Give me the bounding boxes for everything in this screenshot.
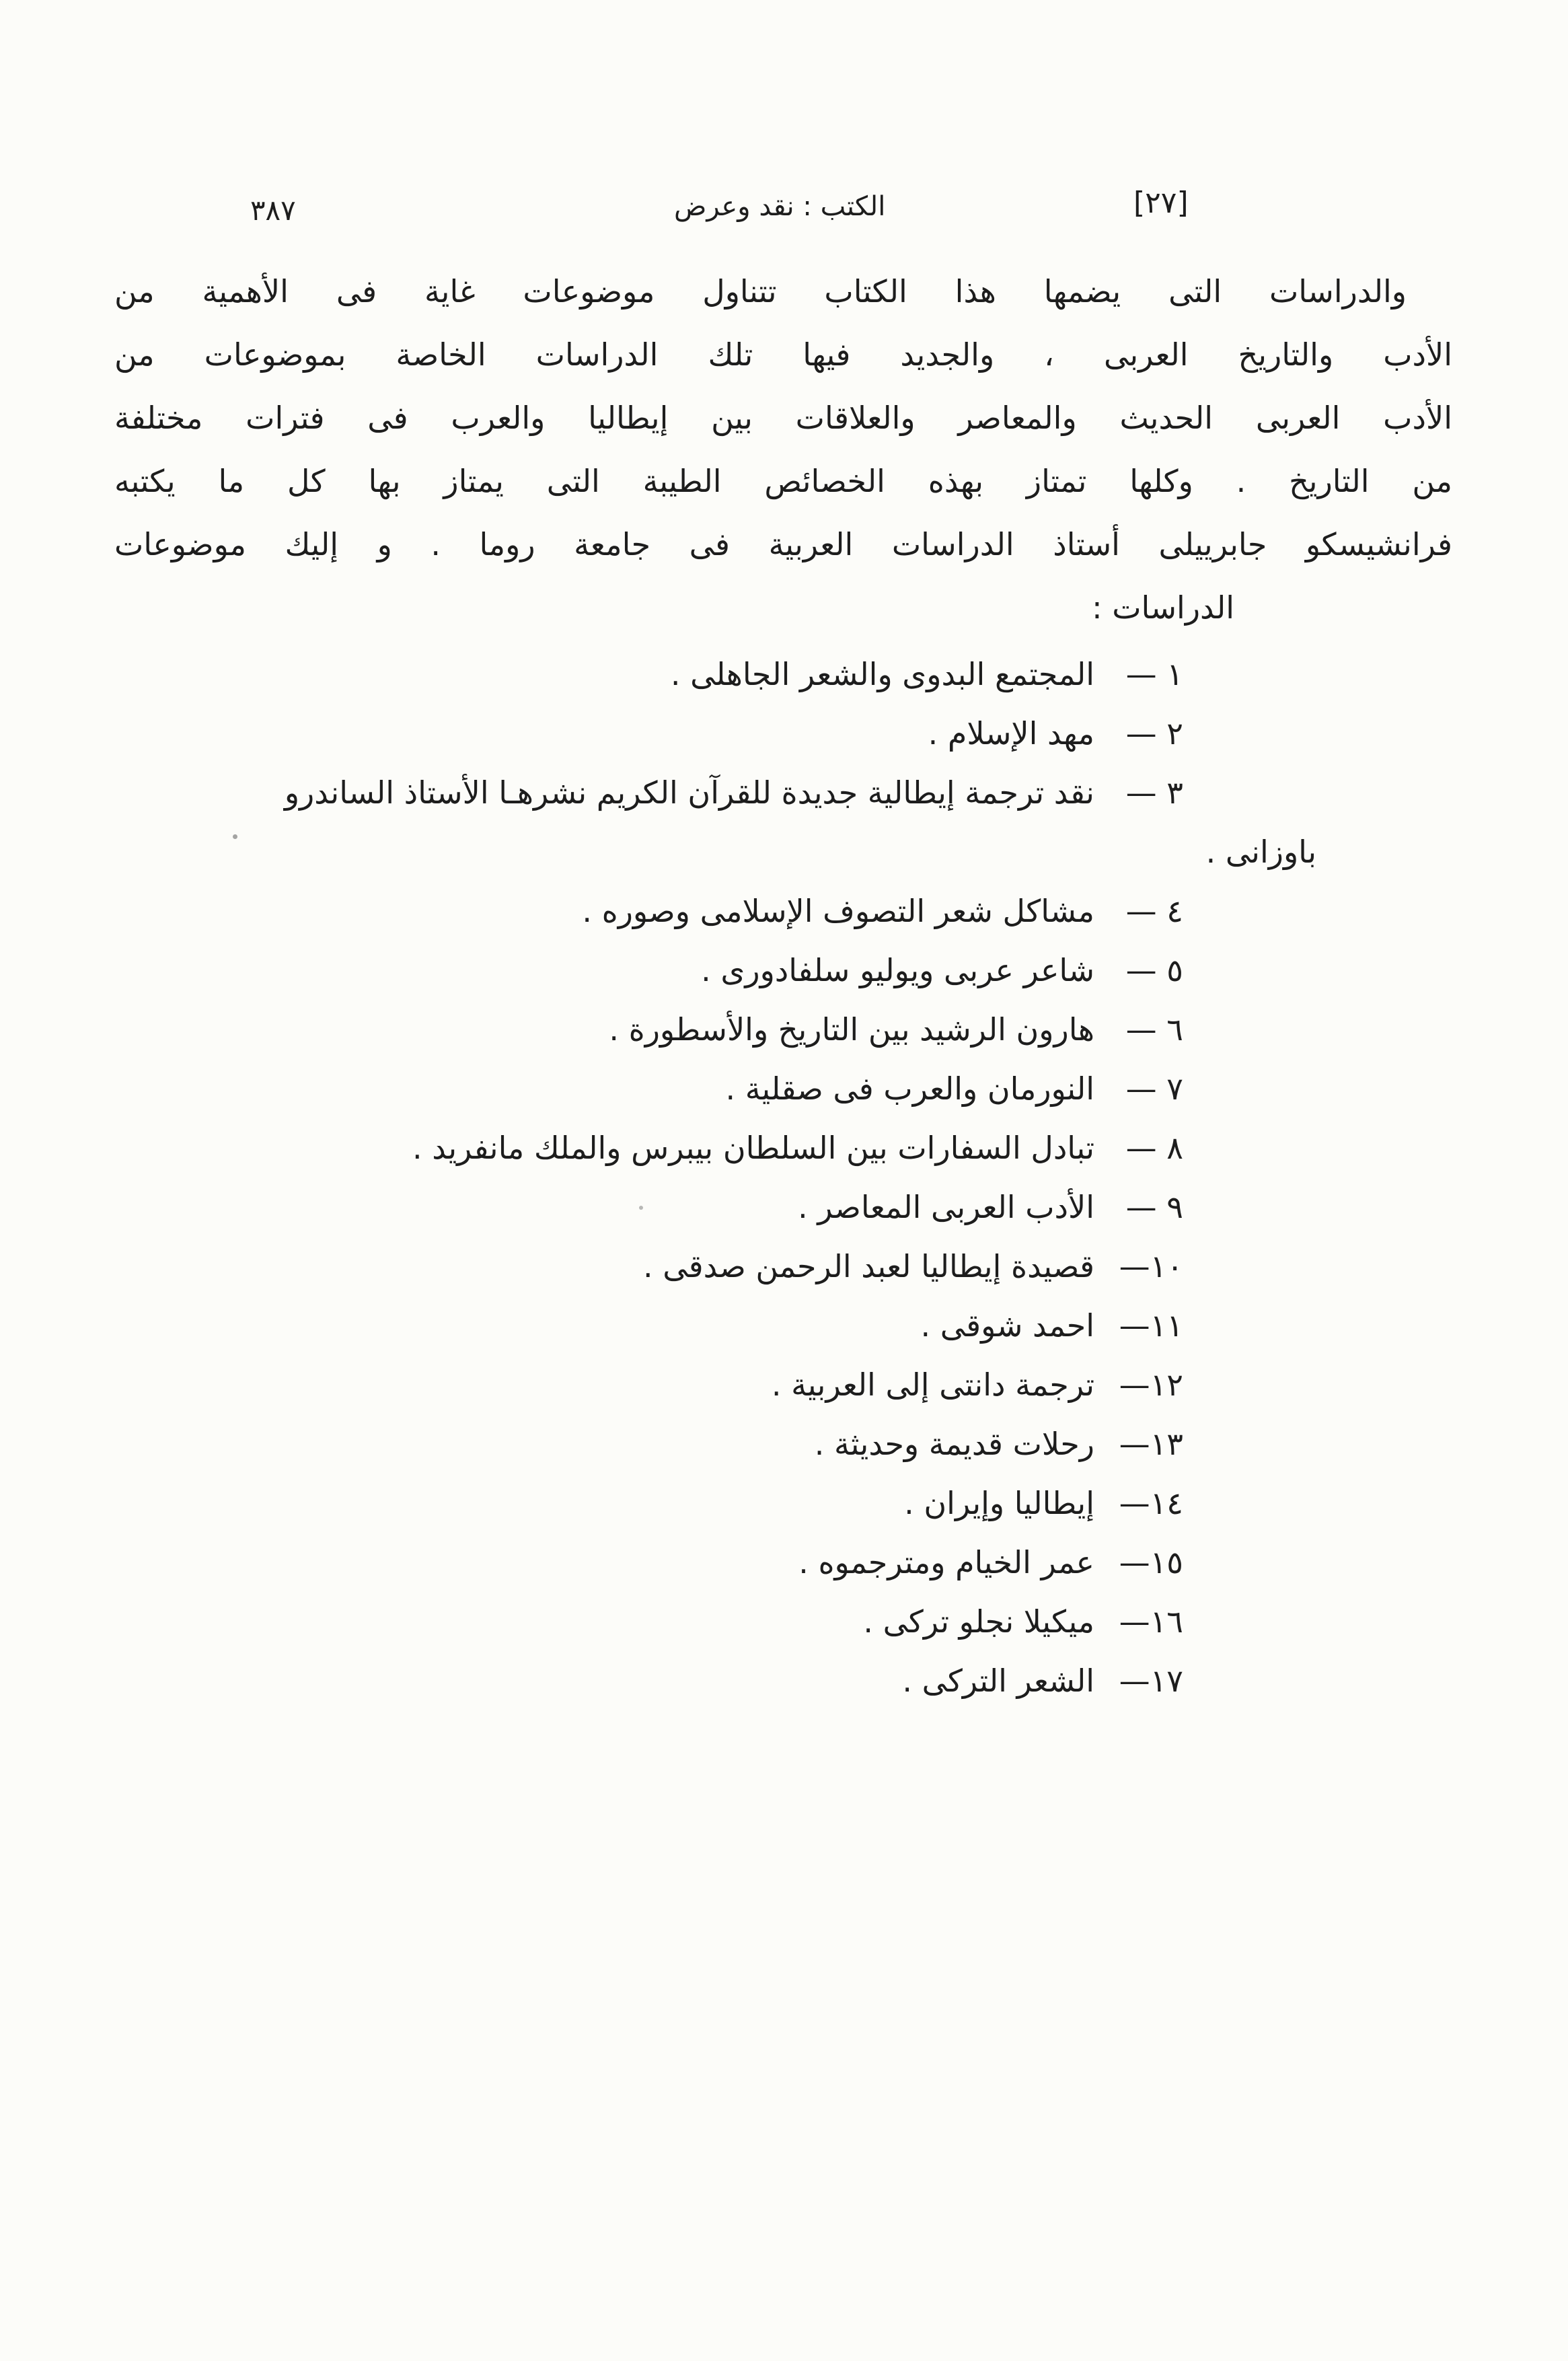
list-item-number: ٤ — xyxy=(1125,893,1183,929)
list-item-text: ترجمة دانتى إلى العربية . xyxy=(771,1367,1094,1403)
list-item-number: ٥ — xyxy=(1125,952,1183,988)
list-item-text: شاعر عربى ويوليو سلفادورى . xyxy=(701,952,1094,988)
list-item xyxy=(114,1118,1452,1177)
list-item-number: ١٠— xyxy=(1119,1248,1183,1284)
list-item xyxy=(114,1533,1452,1592)
list-item-text: قصيدة إيطاليا لعبد الرحمن صدقى . xyxy=(643,1248,1094,1284)
list-item xyxy=(114,1355,1452,1414)
list-item xyxy=(114,1296,1452,1355)
list-item-text: هارون الرشيد بين التاريخ والأسطورة . xyxy=(609,1011,1094,1048)
list-item-number: ١ — xyxy=(1125,656,1183,692)
list-item-number: ٣ — xyxy=(1125,774,1183,811)
list-item xyxy=(114,941,1452,1000)
list-item xyxy=(114,645,1452,704)
page-number: ٣٨٧ xyxy=(250,194,296,227)
scan-speck xyxy=(233,834,237,839)
list-item-text: باوزانى . xyxy=(1205,834,1316,870)
list-item-text: احمد شوقى . xyxy=(920,1307,1094,1344)
list-item-number: ٦ — xyxy=(1125,1011,1183,1048)
paragraph-line: الدراسات : xyxy=(1092,589,1234,626)
list-item-number: ٩ — xyxy=(1125,1189,1183,1225)
list-item-number: ١٤— xyxy=(1119,1485,1183,1521)
list-item xyxy=(114,1474,1452,1533)
list-item-text: رحلات قديمة وحديثة . xyxy=(814,1426,1094,1462)
list-item-text: نقد ترجمة إيطالية جديدة للقرآن الكريم نشرهـا الأستاذ الساندرو xyxy=(284,774,1094,811)
section-title: الكتب : نقد وعرض xyxy=(674,191,886,222)
list-item-number: ١٧— xyxy=(1119,1663,1183,1699)
list-item xyxy=(114,1237,1452,1296)
list-item xyxy=(114,1651,1452,1710)
list-item xyxy=(114,1592,1452,1651)
list-item xyxy=(114,1059,1452,1118)
list-item-text: إيطاليا وإيران . xyxy=(904,1485,1094,1521)
list-item xyxy=(114,881,1452,941)
scan-speck xyxy=(639,1206,643,1210)
list-item-number: ٨ — xyxy=(1125,1130,1183,1166)
paragraph-line: من التاريخ . وكلها تمتاز بهذه الخصائص الطيبة التى يمتاز بها كل ما يكتبه xyxy=(114,463,1452,499)
list-item-number: ١٢— xyxy=(1119,1367,1183,1403)
article-number: [٢٧] xyxy=(1133,186,1189,220)
list-item-number: ١٥— xyxy=(1119,1544,1183,1581)
list-item-text: الشعر التركى . xyxy=(902,1663,1094,1699)
list-item-text: مهد الإسلام . xyxy=(928,715,1094,752)
list-item-number: ٧ — xyxy=(1125,1070,1183,1107)
list-item-number: ١٣— xyxy=(1119,1426,1183,1462)
list-item-text: تبادل السفارات بين السلطان بيبرس والملك مانفريد . xyxy=(412,1130,1094,1166)
list-item-continuation xyxy=(114,822,1452,881)
paragraph-line: الأدب العربى الحديث والمعاصر والعلاقات بين إيطاليا والعرب فى فترات مختلفة xyxy=(114,400,1452,436)
list-item-text: المجتمع البدوى والشعر الجاهلى . xyxy=(670,656,1094,692)
list-item-number: ٢ — xyxy=(1125,715,1183,752)
list-item xyxy=(114,1177,1452,1237)
list-item-text: مشاكل شعر التصوف الإسلامى وصوره . xyxy=(582,893,1094,929)
list-item-text: ميكيلا نجلو تركى . xyxy=(863,1603,1094,1640)
list-item xyxy=(114,763,1452,822)
list-item xyxy=(114,1414,1452,1474)
lead-paragraph xyxy=(114,260,1452,639)
list-item-number: ١١— xyxy=(1119,1307,1183,1344)
studies-list xyxy=(114,645,1452,1710)
list-item-text: الأدب العربى المعاصر . xyxy=(798,1189,1094,1225)
list-item-text: النورمان والعرب فى صقلية . xyxy=(725,1070,1094,1107)
paragraph-line: فرانشيسكو جابرييلى أستاذ الدراسات العربية فى جامعة روما . و إليك موضوعات xyxy=(114,526,1452,562)
list-item xyxy=(114,1000,1452,1059)
list-item-text: عمر الخيام ومترجموه . xyxy=(798,1544,1094,1581)
list-item xyxy=(114,704,1452,763)
list-item-number: ١٦— xyxy=(1119,1603,1183,1640)
paragraph-line: الأدب والتاريخ العربى ، والجديد فيها تلك الدراسات الخاصة بموضوعات من xyxy=(114,336,1452,373)
paragraph-line: والدراسات التى يضمها هذا الكتاب تتناول موضوعات غاية فى الأهمية من xyxy=(114,273,1407,310)
